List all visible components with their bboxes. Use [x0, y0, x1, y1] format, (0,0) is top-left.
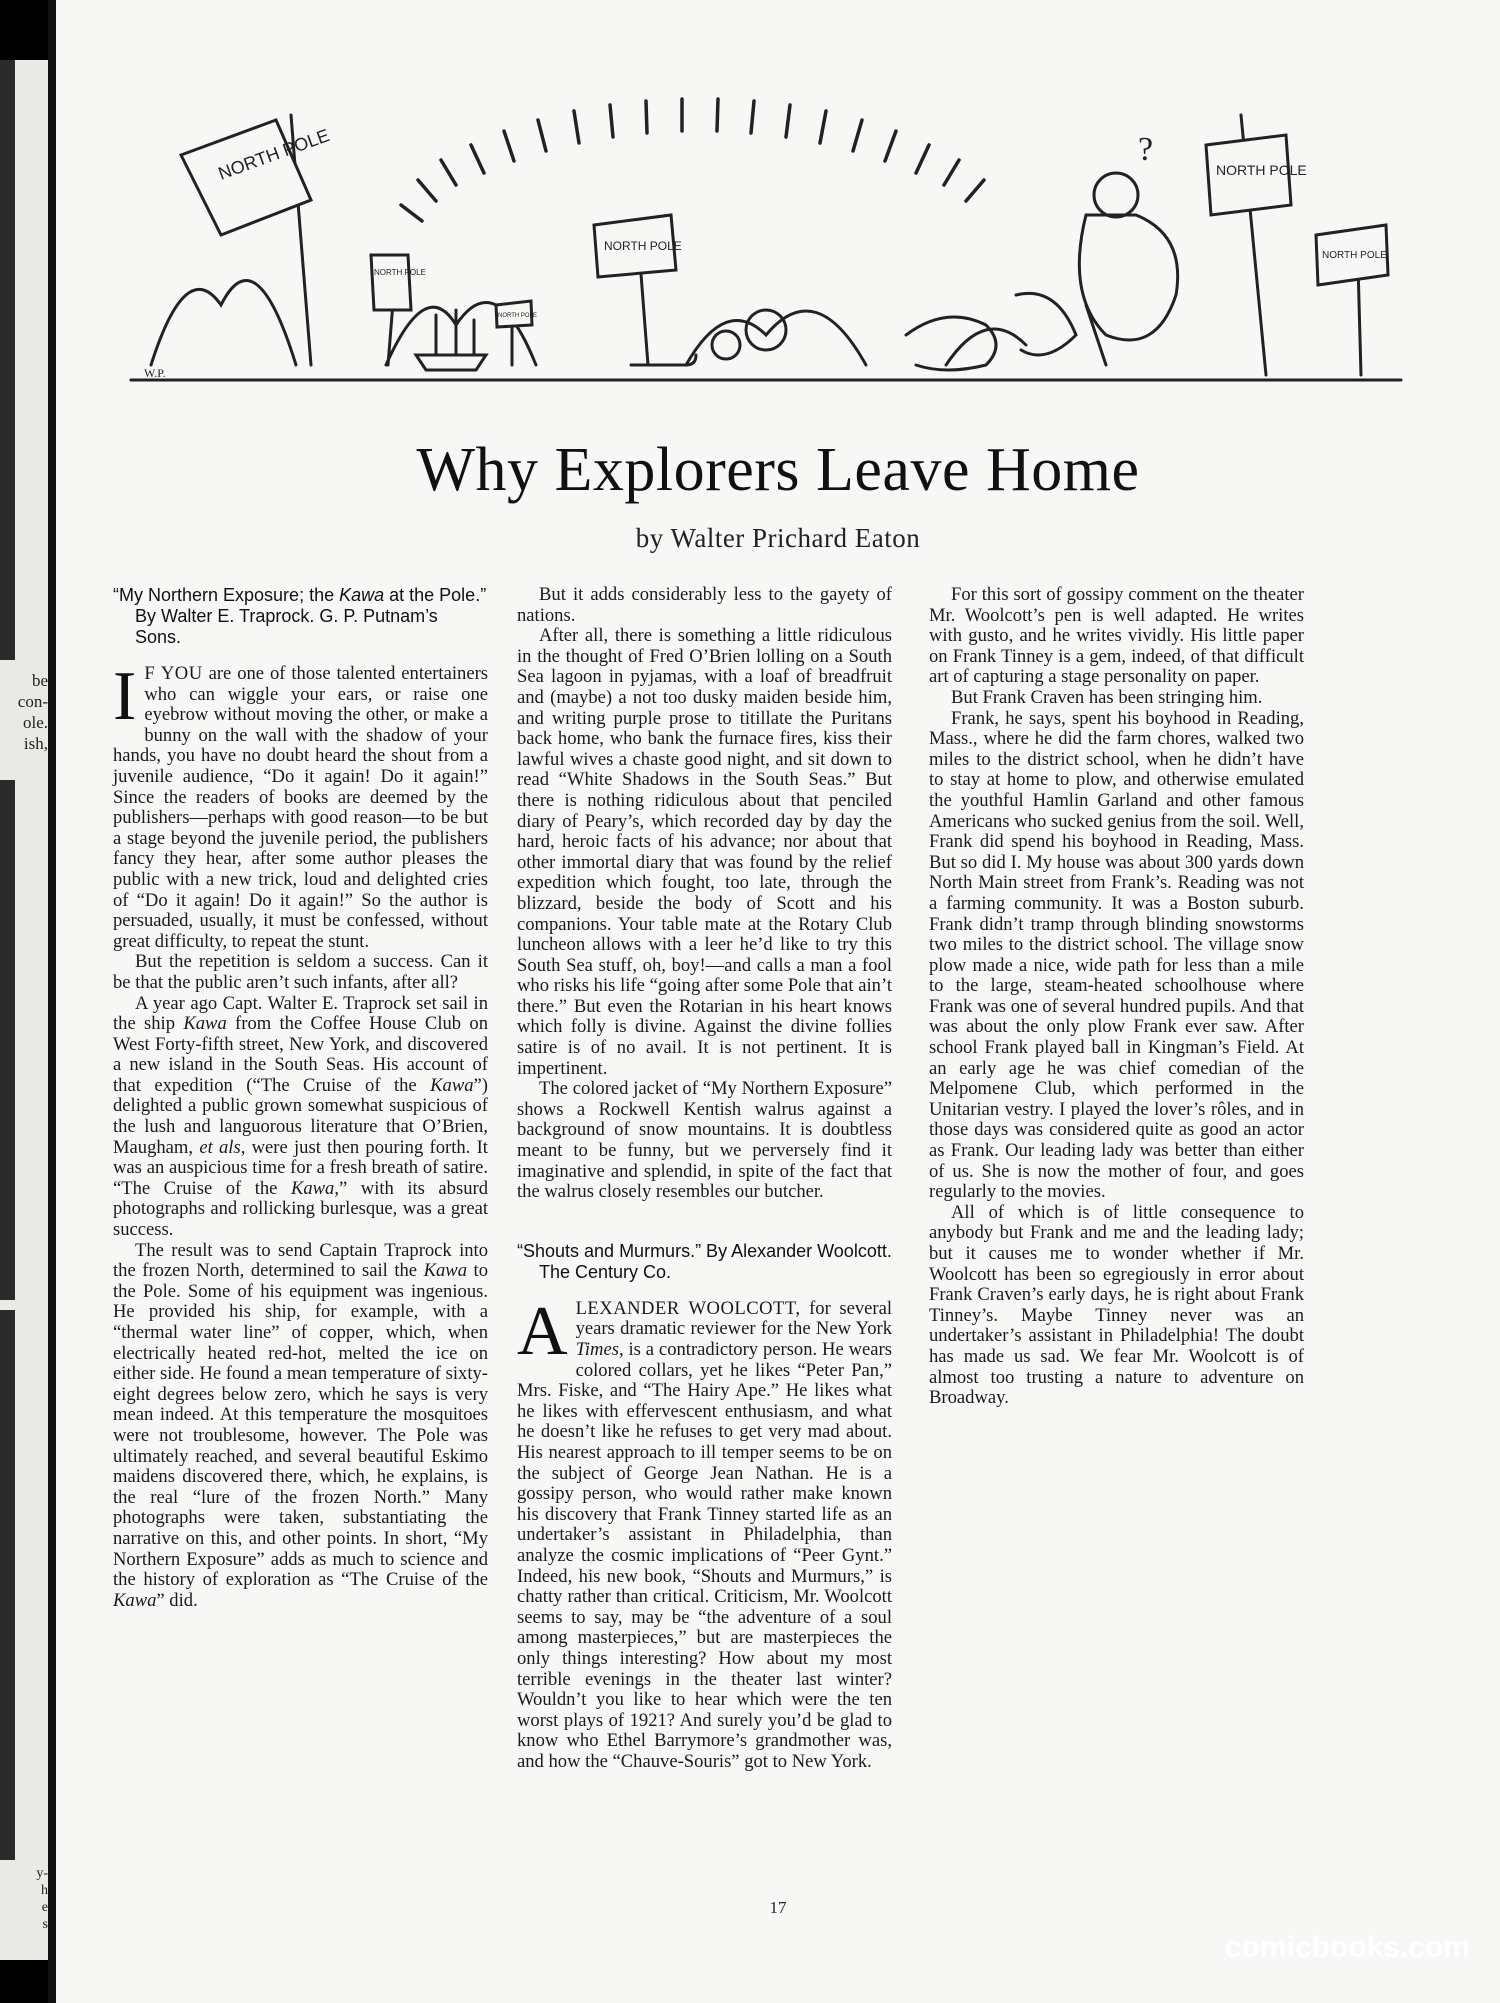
adjacent-text-fragment: [10, 1865, 48, 1933]
paragraph: All of which is of little consequence to anybody but Frank and me and the leading lady; but it causes me to wonder whether if Mr. Woolcott has been so egregiously in error about Frank Craven’s early days, he is right about Frank Tinney’s. Maybe Tinney never was an undertaker’s assistant in Philadelphia! The doubt has made us sad. We fear Mr. Woolcott is of almost too trusting a nature to adventure on Broadway.: [929, 1201, 1304, 1409]
paragraph: Frank, he says, spent his boyhood in Reading, Mass., where he did the farm chores, walked two miles to the district school, when he didn’t have to stay at home to plow, and otherwise emulated the youthful Hamlin Garland and other famous Americans who sucked genius from the soil. Well, Frank did spend his boyhood in Reading, Mass. But so did I. My house was about 300 yards down North Main street from Frank’s. Reading was not a farming community. It was a Boston suburb. Frank didn’t tramp through blinding snowstorms two miles to the district school. The village snow plow made a nice, wide path for less than a mile to the large, steam-heated schoolhouse where Frank was one of several hundred pupils. And that was about the only plow Frank ever saw. After school Frank played ball in Kingman’s Field. At an early age he was chief comedian of the Melpomene Club, which performed in the Unitarian vestry. I played the lover’s rôles, and in those days was considered quite as good an actor as Frank. Our leading lady was better than either of us. She is now the mother of four, and goes regularly to the movies.: [929, 707, 1304, 1203]
fragment-line: ish,: [23, 734, 48, 753]
sign-label: NORTH POLE: [604, 239, 682, 253]
sign-label: NORTH POLE: [1322, 250, 1387, 261]
book-citation: “My Northern Exposure; the Kawa at the Pole.” By Walter E. Traprock. G. P. Putnam’s Sons.: [113, 585, 487, 647]
paragraph: For this sort of gossipy comment on the theater Mr. Woolcott’s pen is well adapted. He writes with gusto, and he writes vividly. His little paper on Frank Tinney is a gem, indeed, of that difficult art of capturing a stage personality on paper.: [929, 584, 1304, 688]
page-number: 17: [769, 1898, 787, 1917]
paragraph: But it adds considerably less to the gayety of nations.: [517, 584, 892, 626]
paragraph: The colored jacket of “My Northern Exposure” shows a Rockwell Kentish walrus against a background of snow mountains. It is doubtless meant to be funny, but we perversely find it imaginative and splendid, in spite of the fact that the walrus closely resembles our butcher.: [517, 1078, 892, 1203]
paragraph: But the repetition is seldom a success. Can it be that the public aren’t such infants, after all?: [113, 951, 488, 993]
adjacent-photo-bottom: [0, 1310, 15, 1860]
header-illustration: [126, 65, 1406, 395]
adjacent-photo-middle: [0, 780, 15, 1300]
paragraph: ALEXANDER WOOLCOTT, for several years dramatic reviewer for the New York Times, is a contradictory person. He wears colored collars, yet he likes “Peter Pan,” Mrs. Fiske, and “The Hairy Ape.” He likes what he likes with effervescent enthusiasm, and what he doesn’t like he refuses to get very mad about. His nearest approach to ill temper seems to be on the subject of George Jean Nathan. He is a gossipy person, who would rather make known his discovery that Frank Tinney started life as an undertaker’s assistant in Philadelphia, than analyze the cosmic implications of “Peer Gynt.” Indeed, his new book, “Shouts and Murmurs,” is chatty rather than critical. Criticism, Mr. Woolcott seems to say, may be “the adventure of a soul among masterpieces,” but are masterpieces the only things interesting? How about my most terrible evenings in the theater last winter? Wouldn’t you like to hear which were the ten worst plays of 1921? And surely you’d be glad to know who Ethel Barrymore’s grandmother was, and how the “Chauve-Souris” got to New York.: [517, 1292, 892, 1772]
fragment-line: ole.: [22, 713, 48, 732]
gutter-shadow: [48, 0, 56, 2003]
paragraph: After all, there is something a little ridiculous in the thought of Fred O’Brien lolling on a South Sea lagoon in pyjamas, with a loaf of breadfruit and (maybe) a not too dusky maiden beside him, and writing purple prose to titillate the Puritans back home, who bank the furnace fires, kiss their lawful wives a chaste good night, and sit down to read “White Shadows in the South Seas.” But there is nothing ridiculous about that penciled diary of Peary’s, which recorded day by day the hard, heroic facts of his advance; nor about that other immortal diary that was found by the relief expedition which fought, too late, through the blizzard, beside the body of Scott and his companions. Your table mate at the Rotary Club luncheon allows with a leer he’d like to try this South Sea stuff, oh, boy!—and calls a man a fool who risks his life “going after some Pole that ain’t there.” But even the Rotarian in his heart knows which folly is divine. Against the divine follies satire is of no avail. It is not pertinent. It is impertinent.: [517, 625, 892, 1079]
fragment-line: be: [31, 671, 48, 690]
sign-label: NORTH POLE: [215, 125, 333, 184]
fragment-line: h: [41, 1883, 48, 1898]
fragment-line: y-: [36, 1866, 48, 1881]
text-column-3: [929, 585, 1304, 1409]
book-citation: “Shouts and Murmurs.” By Alexander Woolcott. The Century Co.: [517, 1240, 892, 1282]
sign-label: NORTH POLE: [374, 268, 426, 277]
text-column-1: [113, 585, 488, 1611]
adjacent-text-fragment: [10, 670, 48, 754]
text-column-2: [517, 585, 892, 1772]
artist-initials: W.P.: [144, 366, 166, 380]
site-watermark: comicbooks.com: [1224, 1931, 1470, 1964]
lead-in: LEXANDER WOOLCOTT,: [575, 1297, 801, 1319]
question-mark: ?: [1138, 131, 1154, 168]
paragraph: But Frank Craven has been stringing him.: [951, 686, 1263, 708]
paragraph: I F YOU are one of those talented entertainers who can wiggle your ears, or raise one eyebrow without moving the other, or make a bunny on the wall with the shadow of your hands, you have no doubt heard the shout from a juvenile audience, “Do it again! Do it again!” Since the readers of books are deemed by the publishers—perhaps with good reason—to be but a stage beyond the juvenile period, the publishers fancy they hear, after some author pleases the public with a new trick, loud and delighted cries of “Do it again! Do it again!” So the author is persuaded, usually, it must be confessed, without great difficulty, to repeat the stunt.: [113, 658, 488, 952]
fragment-line: s: [42, 1917, 48, 1932]
sign-label: NORTH POLE: [1216, 162, 1307, 178]
fragment-line: con-: [17, 692, 48, 711]
adjacent-page-strip: [0, 60, 48, 1960]
sign-label: NORTH POLE: [498, 313, 537, 319]
adjacent-photo-top: [0, 60, 15, 660]
lead-in: F YOU: [144, 663, 203, 684]
article-byline: by Walter Prichard Eaton: [635, 523, 921, 553]
fragment-line: e: [41, 1900, 48, 1915]
article-title: Why Explorers Leave Home: [416, 436, 1140, 504]
magazine-page: [56, 0, 1500, 2003]
paragraph: A year ago Capt. Walter E. Traprock set sail in the ship Kawa from the Coffee House Club on West Forty-fifth street, New York, and discovered a new island in the South Seas. His account of that expedition (“The Cruise of the Kawa”) delighted a public grown somewhat suspicious of the lush and languorous literature that O’Brien, Maugham, et als, were just then pouring forth. It was an auspicious time for a fresh breath of satire. “The Cruise of the Kawa,” with its absurd photographs and rollicking burlesque, was a great success.: [113, 992, 488, 1241]
drop-cap: A: [517, 1292, 568, 1370]
drop-cap: I: [113, 658, 137, 735]
paragraph: The result was to send Captain Traprock into the frozen North, determined to sail the Kawa to the Pole. Some of his equipment was ingenious. He provided his ship, for example, with a “thermal water line” of copper, which, when electrically heated red-hot, melted the ice on either side. He found a mean temperature of sixty-eight degrees below zero, which he says is very mean indeed. At this temperature the mosquitoes were not troublesome, however. The Pole was ultimately reached, and several beautiful Eskimo maidens discovered there, which, he explains, is the real “lure of the frozen North.” Many photographs were taken, substantiating the narrative on this, and other points. In short, “My Northern Exposure” adds as much to science and the history of exploration as “The Cruise of the Kawa” did.: [113, 1239, 488, 1611]
north-pole-cartoon: [126, 65, 1406, 395]
